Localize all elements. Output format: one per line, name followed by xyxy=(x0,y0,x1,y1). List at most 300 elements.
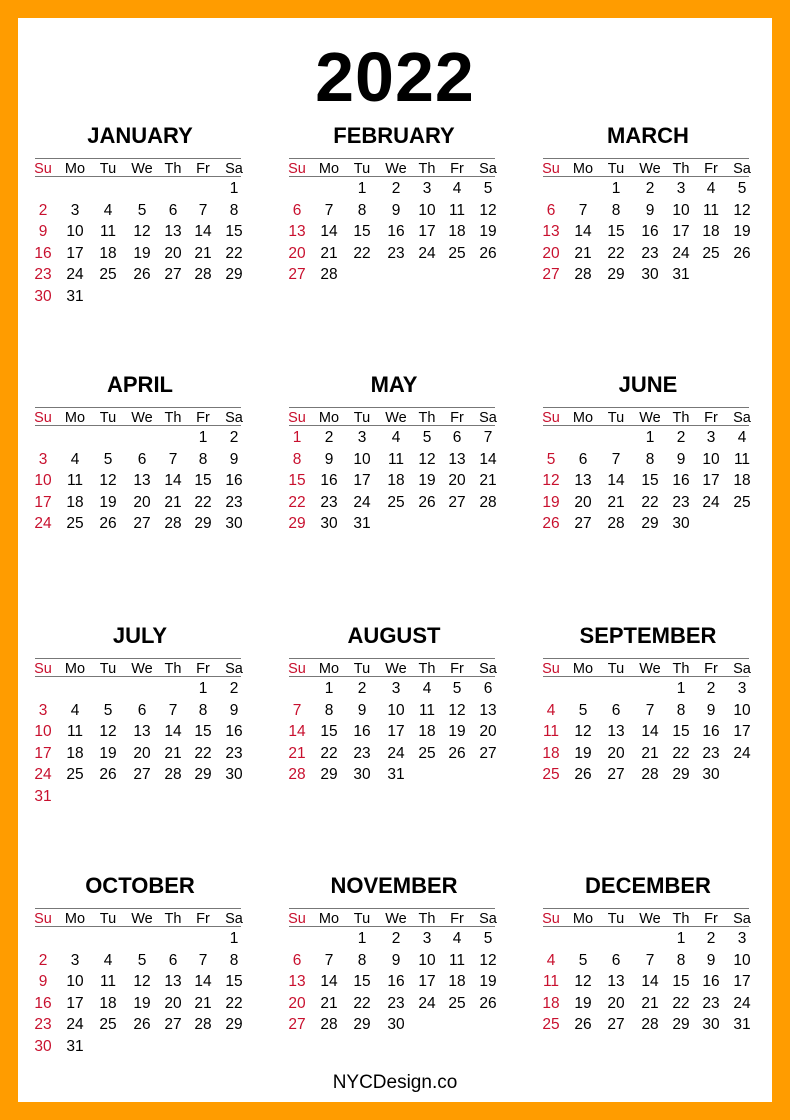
weekday-header: Su xyxy=(542,410,560,426)
weekday-header: Tu xyxy=(99,661,117,677)
day-cell: 1 xyxy=(676,680,686,697)
day-cell: 13 xyxy=(542,223,560,241)
day-cell: 10 xyxy=(672,201,690,219)
weekday-header: Th xyxy=(164,161,182,177)
day-cell: 24 xyxy=(66,1016,84,1034)
day-cell: 17 xyxy=(733,973,751,991)
day-cell: 20 xyxy=(607,744,625,762)
day-cell: 18 xyxy=(448,223,466,241)
day-cell: 2 xyxy=(645,180,655,197)
day-cell: 23 xyxy=(34,1016,52,1034)
day-cell: 17 xyxy=(353,472,371,490)
day-cell: 24 xyxy=(418,244,436,262)
day-cell: 3 xyxy=(38,450,48,468)
day-cell: 29 xyxy=(607,266,625,284)
weekday-header: We xyxy=(639,410,661,426)
day-cell: 3 xyxy=(737,680,747,697)
day-cell: 11 xyxy=(542,973,560,991)
day-cell: 11 xyxy=(387,450,405,468)
day-cell: 7 xyxy=(198,951,208,969)
day-cell: 25 xyxy=(387,493,405,511)
day-cell: 4 xyxy=(70,701,80,719)
day-cell: 30 xyxy=(641,266,659,284)
weekday-header: Th xyxy=(672,410,690,426)
day-cell: 25 xyxy=(542,1016,560,1034)
day-cell: 12 xyxy=(479,201,497,219)
day-cell: 16 xyxy=(320,472,338,490)
day-cell: 1 xyxy=(229,180,239,197)
day-cell: 3 xyxy=(737,930,747,947)
day-cell: 2 xyxy=(357,680,367,697)
day-cell: 25 xyxy=(66,766,84,784)
day-cell: 30 xyxy=(387,1016,405,1034)
day-cell: 25 xyxy=(702,244,720,262)
day-cell: 3 xyxy=(676,180,686,197)
day-cell: 13 xyxy=(448,450,466,468)
day-cell: 2 xyxy=(38,201,48,219)
month-name: SEPTEMBER xyxy=(579,623,717,648)
day-cell: 15 xyxy=(353,223,371,241)
day-cell: 3 xyxy=(422,930,432,947)
day-cell: 9 xyxy=(229,701,239,719)
day-cell: 28 xyxy=(607,515,625,533)
day-cell: 18 xyxy=(387,472,405,490)
month-name: APRIL xyxy=(107,372,173,397)
day-cell: 24 xyxy=(733,744,751,762)
day-cell: 15 xyxy=(320,723,338,741)
day-cell: 14 xyxy=(320,973,338,991)
day-cell: 14 xyxy=(607,472,625,490)
day-cell: 26 xyxy=(448,744,466,762)
weekday-header: We xyxy=(131,410,153,426)
day-cell: 30 xyxy=(320,515,338,533)
day-cell: 24 xyxy=(672,244,690,262)
day-cell: 12 xyxy=(574,723,592,741)
day-cell: 24 xyxy=(733,994,751,1012)
month-december xyxy=(542,870,753,1034)
day-cell: 8 xyxy=(198,701,208,719)
day-cell: 25 xyxy=(448,244,466,262)
weekday-header: Th xyxy=(418,911,436,927)
day-cell: 17 xyxy=(66,244,84,262)
day-cell: 2 xyxy=(706,680,716,697)
weekday-header: Sa xyxy=(733,911,751,927)
day-cell: 14 xyxy=(194,973,212,991)
day-cell: 23 xyxy=(225,744,243,762)
weekday-header: Th xyxy=(418,661,436,677)
day-cell: 10 xyxy=(66,973,84,991)
weekday-header: Th xyxy=(418,161,436,177)
weekday-header: Su xyxy=(34,661,52,677)
day-cell: 17 xyxy=(34,744,52,762)
day-cell: 9 xyxy=(324,450,334,468)
weekday-header: Th xyxy=(418,410,436,426)
month-june xyxy=(542,369,753,533)
day-cell: 8 xyxy=(229,951,239,969)
day-cell: 4 xyxy=(103,951,113,969)
day-cell: 1 xyxy=(645,429,655,446)
day-cell: 7 xyxy=(168,450,178,468)
day-cell: 26 xyxy=(542,515,560,533)
weekday-header: Sa xyxy=(479,410,497,426)
day-cell: 28 xyxy=(320,1016,338,1034)
day-cell: 2 xyxy=(38,951,48,969)
day-cell: 22 xyxy=(194,744,212,762)
weekday-header: Sa xyxy=(225,410,243,426)
day-cell: 15 xyxy=(194,472,212,490)
day-cell: 11 xyxy=(99,223,117,241)
day-cell: 24 xyxy=(34,515,52,533)
day-cell: 19 xyxy=(574,744,592,762)
day-cell: 20 xyxy=(607,994,625,1012)
day-cell: 6 xyxy=(452,429,462,446)
day-cell: 10 xyxy=(733,951,751,969)
day-cell: 29 xyxy=(194,515,212,533)
day-cell: 15 xyxy=(672,723,690,741)
day-cell: 21 xyxy=(320,994,338,1012)
day-cell: 30 xyxy=(702,1016,720,1034)
day-cell: 9 xyxy=(229,450,239,468)
day-cell: 23 xyxy=(387,244,405,262)
weekday-header: We xyxy=(131,661,153,677)
day-cell: 3 xyxy=(357,429,367,446)
day-cell: 9 xyxy=(645,201,655,219)
day-cell: 31 xyxy=(66,288,84,305)
day-cell: 5 xyxy=(737,180,747,197)
month-march xyxy=(542,120,753,284)
day-cell: 25 xyxy=(99,266,117,284)
day-cell: 29 xyxy=(353,1016,371,1034)
day-cell: 5 xyxy=(103,701,113,719)
day-cell: 22 xyxy=(353,994,371,1012)
day-cell: 9 xyxy=(38,973,48,991)
day-cell: 22 xyxy=(225,994,243,1012)
month-name: MARCH xyxy=(607,123,689,148)
month-name: OCTOBER xyxy=(85,873,195,898)
month-may xyxy=(288,369,499,533)
day-cell: 6 xyxy=(137,450,147,468)
day-cell: 14 xyxy=(320,223,338,241)
day-cell: 3 xyxy=(70,951,80,969)
day-cell: 21 xyxy=(164,744,182,762)
month-january xyxy=(34,120,245,305)
month-name: JANUARY xyxy=(87,123,193,148)
day-cell: 4 xyxy=(452,930,462,947)
day-cell: 15 xyxy=(672,973,690,991)
day-cell: 30 xyxy=(672,515,690,533)
day-cell: 19 xyxy=(574,994,592,1012)
day-cell: 4 xyxy=(422,680,432,697)
day-cell: 16 xyxy=(34,244,52,262)
weekday-header: Fr xyxy=(704,661,718,677)
day-cell: 10 xyxy=(418,951,436,969)
day-cell: 22 xyxy=(607,244,625,262)
month-october xyxy=(34,870,245,1055)
day-cell: 3 xyxy=(38,701,48,719)
day-cell: 1 xyxy=(611,180,621,197)
day-cell: 11 xyxy=(66,472,84,490)
weekday-header: Th xyxy=(164,911,182,927)
day-cell: 1 xyxy=(292,429,302,446)
weekday-header: We xyxy=(639,911,661,927)
day-cell: 2 xyxy=(229,680,239,697)
day-cell: 11 xyxy=(99,973,117,991)
day-cell: 6 xyxy=(578,450,588,468)
day-cell: 28 xyxy=(194,266,212,284)
day-cell: 23 xyxy=(672,493,690,511)
day-cell: 28 xyxy=(574,266,592,284)
day-cell: 7 xyxy=(292,701,302,719)
day-cell: 10 xyxy=(66,223,84,241)
day-cell: 19 xyxy=(479,973,497,991)
day-cell: 27 xyxy=(133,515,151,533)
day-cell: 31 xyxy=(66,1038,84,1055)
weekday-header: Sa xyxy=(479,911,497,927)
day-cell: 27 xyxy=(607,1016,625,1034)
day-cell: 24 xyxy=(418,994,436,1012)
weekday-header: Mo xyxy=(318,911,340,927)
day-cell: 24 xyxy=(353,493,371,511)
day-cell: 5 xyxy=(546,450,556,468)
day-cell: 29 xyxy=(641,515,659,533)
day-cell: 15 xyxy=(288,472,306,490)
day-cell: 15 xyxy=(607,223,625,241)
day-cell: 20 xyxy=(479,723,497,741)
day-cell: 20 xyxy=(164,994,182,1012)
day-cell: 19 xyxy=(733,223,751,241)
day-cell: 10 xyxy=(353,450,371,468)
day-cell: 1 xyxy=(229,930,239,947)
weekday-header: Fr xyxy=(196,161,210,177)
day-cell: 27 xyxy=(479,744,497,762)
day-cell: 5 xyxy=(483,180,493,197)
day-cell: 12 xyxy=(542,472,560,490)
day-cell: 5 xyxy=(137,201,147,219)
month-april xyxy=(34,369,245,533)
day-cell: 6 xyxy=(292,201,302,219)
day-cell: 21 xyxy=(320,244,338,262)
day-cell: 22 xyxy=(194,493,212,511)
day-cell: 26 xyxy=(418,493,436,511)
day-cell: 8 xyxy=(357,951,367,969)
day-cell: 5 xyxy=(578,951,588,969)
weekday-header: Mo xyxy=(572,161,594,177)
day-cell: 2 xyxy=(391,180,401,197)
day-cell: 22 xyxy=(641,493,659,511)
weekday-header: Tu xyxy=(353,410,371,426)
day-cell: 31 xyxy=(387,766,405,784)
weekday-header: Fr xyxy=(450,661,464,677)
day-cell: 12 xyxy=(448,701,466,719)
day-cell: 27 xyxy=(288,266,306,284)
day-cell: 16 xyxy=(34,994,52,1012)
day-cell: 17 xyxy=(733,723,751,741)
day-cell: 13 xyxy=(574,472,592,490)
day-cell: 13 xyxy=(607,973,625,991)
day-cell: 5 xyxy=(578,701,588,719)
day-cell: 15 xyxy=(225,973,243,991)
day-cell: 25 xyxy=(542,766,560,784)
day-cell: 8 xyxy=(611,201,621,219)
day-cell: 14 xyxy=(164,723,182,741)
day-cell: 4 xyxy=(70,450,80,468)
day-cell: 24 xyxy=(387,744,405,762)
day-cell: 20 xyxy=(448,472,466,490)
month-november xyxy=(288,870,499,1034)
day-cell: 22 xyxy=(672,994,690,1012)
weekday-header: Tu xyxy=(353,161,371,177)
day-cell: 19 xyxy=(99,744,117,762)
day-cell: 18 xyxy=(448,973,466,991)
day-cell: 9 xyxy=(706,951,716,969)
day-cell: 27 xyxy=(542,266,560,284)
day-cell: 22 xyxy=(225,244,243,262)
day-cell: 23 xyxy=(702,744,720,762)
day-cell: 24 xyxy=(66,266,84,284)
day-cell: 17 xyxy=(418,223,436,241)
day-cell: 29 xyxy=(225,266,243,284)
day-cell: 7 xyxy=(198,201,208,219)
day-cell: 4 xyxy=(452,180,462,197)
day-cell: 6 xyxy=(168,201,178,219)
weekday-header: Tu xyxy=(353,911,371,927)
day-cell: 9 xyxy=(391,201,401,219)
weekday-header: We xyxy=(385,661,407,677)
weekday-header: We xyxy=(131,161,153,177)
day-cell: 13 xyxy=(288,973,306,991)
weekday-header: Th xyxy=(672,661,690,677)
day-cell: 16 xyxy=(387,973,405,991)
weekday-header: Su xyxy=(34,161,52,177)
day-cell: 7 xyxy=(611,450,621,468)
day-cell: 8 xyxy=(229,201,239,219)
weekday-header: Su xyxy=(542,161,560,177)
day-cell: 12 xyxy=(99,723,117,741)
day-cell: 11 xyxy=(418,701,436,719)
day-cell: 3 xyxy=(422,180,432,197)
day-cell: 2 xyxy=(324,429,334,446)
day-cell: 20 xyxy=(288,244,306,262)
day-cell: 21 xyxy=(288,744,306,762)
day-cell: 18 xyxy=(542,744,560,762)
day-cell: 21 xyxy=(607,493,625,511)
day-cell: 28 xyxy=(288,766,306,784)
weekday-header: Mo xyxy=(64,410,86,426)
day-cell: 14 xyxy=(641,973,659,991)
month-name: DECEMBER xyxy=(585,873,711,898)
day-cell: 14 xyxy=(574,223,592,241)
day-cell: 16 xyxy=(353,723,371,741)
weekday-header: Sa xyxy=(225,161,243,177)
day-cell: 12 xyxy=(733,201,751,219)
day-cell: 30 xyxy=(353,766,371,784)
day-cell: 1 xyxy=(198,680,208,697)
day-cell: 3 xyxy=(70,201,80,219)
day-cell: 21 xyxy=(479,472,497,490)
month-name: FEBRUARY xyxy=(333,123,455,148)
weekday-header: Su xyxy=(288,911,306,927)
day-cell: 8 xyxy=(645,450,655,468)
year-title: 2022 xyxy=(315,38,475,116)
day-cell: 12 xyxy=(418,450,436,468)
day-cell: 8 xyxy=(676,701,686,719)
day-cell: 21 xyxy=(641,744,659,762)
day-cell: 13 xyxy=(133,472,151,490)
day-cell: 4 xyxy=(391,429,401,446)
day-cell: 14 xyxy=(164,472,182,490)
day-cell: 12 xyxy=(133,223,151,241)
day-cell: 10 xyxy=(733,701,751,719)
day-cell: 20 xyxy=(133,744,151,762)
day-cell: 23 xyxy=(320,493,338,511)
day-cell: 6 xyxy=(137,701,147,719)
day-cell: 10 xyxy=(387,701,405,719)
day-cell: 20 xyxy=(574,493,592,511)
day-cell: 15 xyxy=(353,973,371,991)
day-cell: 27 xyxy=(164,266,182,284)
day-cell: 20 xyxy=(542,244,560,262)
month-september xyxy=(542,620,753,784)
day-cell: 2 xyxy=(391,930,401,947)
day-cell: 25 xyxy=(733,493,751,511)
day-cell: 19 xyxy=(479,223,497,241)
day-cell: 30 xyxy=(34,288,52,305)
day-cell: 6 xyxy=(292,951,302,969)
day-cell: 15 xyxy=(194,723,212,741)
day-cell: 19 xyxy=(133,244,151,262)
day-cell: 9 xyxy=(676,450,686,468)
day-cell: 29 xyxy=(194,766,212,784)
weekday-header: We xyxy=(639,161,661,177)
day-cell: 28 xyxy=(641,1016,659,1034)
weekday-header: Sa xyxy=(225,661,243,677)
day-cell: 18 xyxy=(99,244,117,262)
weekday-header: Mo xyxy=(318,661,340,677)
month-name: JUNE xyxy=(618,372,678,397)
day-cell: 16 xyxy=(702,973,720,991)
day-cell: 17 xyxy=(66,994,84,1012)
day-cell: 13 xyxy=(164,223,182,241)
day-cell: 7 xyxy=(324,951,334,969)
day-cell: 10 xyxy=(418,201,436,219)
day-cell: 14 xyxy=(288,723,306,741)
day-cell: 27 xyxy=(607,766,625,784)
weekday-header: Sa xyxy=(225,911,243,927)
weekday-header: Su xyxy=(288,410,306,426)
weekday-header: Tu xyxy=(607,911,625,927)
day-cell: 23 xyxy=(387,994,405,1012)
day-cell: 21 xyxy=(194,994,212,1012)
day-cell: 12 xyxy=(574,973,592,991)
day-cell: 31 xyxy=(672,266,690,284)
calendar-sheet xyxy=(18,18,772,1102)
day-cell: 23 xyxy=(34,266,52,284)
day-cell: 17 xyxy=(702,472,720,490)
day-cell: 16 xyxy=(225,723,243,741)
day-cell: 18 xyxy=(66,744,84,762)
day-cell: 11 xyxy=(733,450,751,468)
day-cell: 27 xyxy=(574,515,592,533)
weekday-header: We xyxy=(639,661,661,677)
day-cell: 25 xyxy=(99,1016,117,1034)
day-cell: 13 xyxy=(288,223,306,241)
weekday-header: Su xyxy=(288,161,306,177)
day-cell: 24 xyxy=(34,766,52,784)
weekday-header: We xyxy=(385,410,407,426)
day-cell: 11 xyxy=(542,723,560,741)
day-cell: 29 xyxy=(225,1016,243,1034)
day-cell: 1 xyxy=(357,180,367,197)
